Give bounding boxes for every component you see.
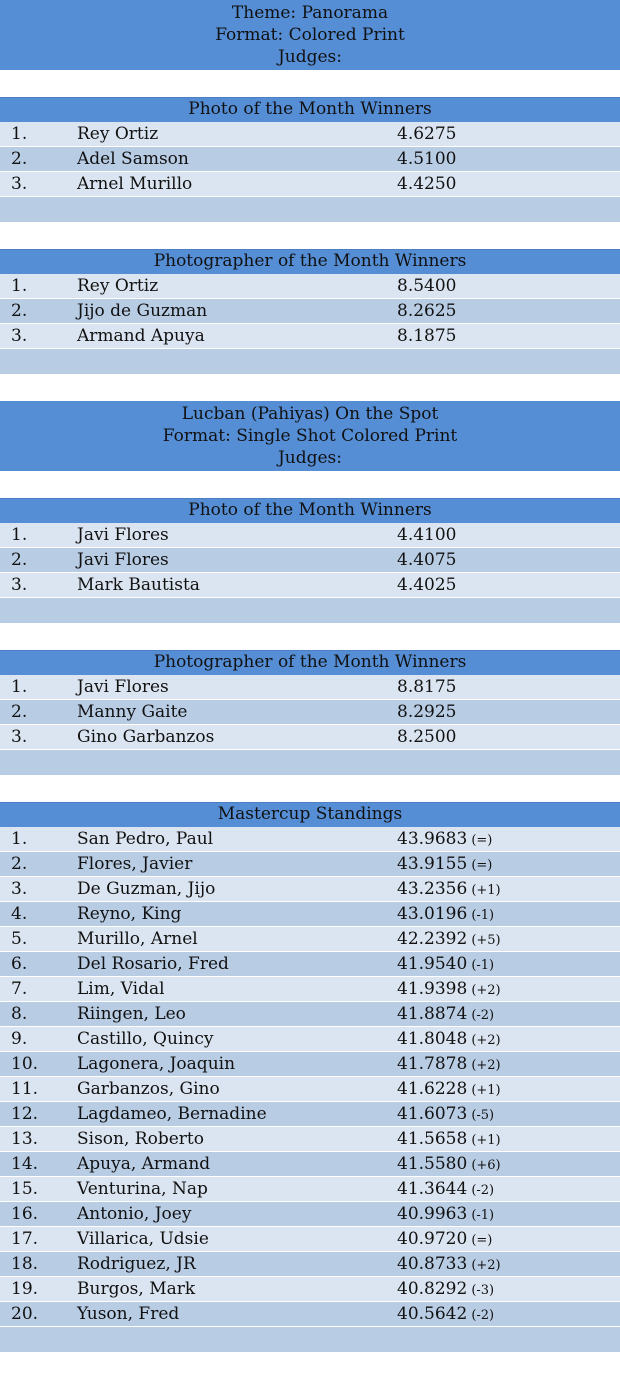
- name: Adel Samson: [77, 149, 189, 169]
- mastercup-row: [0, 977, 620, 1002]
- photo-winners-title: Photo of the Month Winners: [0, 498, 620, 523]
- score-cell: [397, 675, 456, 700]
- theme-header-line: Lucban (Pahiyas) On the Spot: [181, 404, 439, 424]
- name: Burgos, Mark: [77, 1279, 196, 1299]
- score: 8.2925: [397, 702, 457, 722]
- mastercup-row: [0, 1227, 620, 1252]
- photographer-winners-row: [0, 324, 620, 349]
- name: Villarica, Udsie: [77, 1229, 209, 1249]
- rank: 1.: [11, 829, 28, 849]
- rank: 3.: [11, 174, 28, 194]
- name: Arnel Murillo: [77, 174, 193, 194]
- photographer-winners-title: Photographer of the Month Winners: [0, 650, 620, 675]
- photographer-winners-row: [0, 299, 620, 324]
- mastercup-row: [0, 1177, 620, 1202]
- name: Castillo, Quincy: [77, 1029, 214, 1049]
- name: Murillo, Arnel: [77, 929, 198, 949]
- rank-change: (-1): [471, 1208, 495, 1223]
- score-cell: [397, 1227, 492, 1253]
- rank: 3.: [11, 879, 28, 899]
- name: Lagdameo, Bernadine: [77, 1104, 267, 1124]
- rank: 16.: [11, 1204, 39, 1224]
- name: Apuya, Armand: [77, 1154, 211, 1174]
- score-cell: [397, 725, 456, 750]
- score: 40.5642: [397, 1304, 468, 1324]
- mastercup-row: [0, 1252, 620, 1277]
- score: 43.0196: [397, 904, 468, 924]
- name: Armand Apuya: [77, 326, 205, 346]
- score-cell: [397, 1202, 494, 1228]
- score-cell: [397, 523, 456, 548]
- rank-change: (-1): [471, 908, 495, 923]
- score: 4.4075: [397, 550, 457, 570]
- score-cell: [397, 274, 456, 299]
- score-cell: [397, 1002, 494, 1028]
- mastercup-row: [0, 1302, 620, 1327]
- theme-header-line: Judges:: [277, 47, 343, 67]
- name: Javi Flores: [77, 525, 169, 545]
- photographer-winners-row: [0, 700, 620, 725]
- score: 4.5100: [397, 149, 457, 169]
- rank-change: (+2): [471, 1033, 501, 1048]
- rank: 3.: [11, 727, 28, 747]
- rank: 19.: [11, 1279, 39, 1299]
- score: 40.8292: [397, 1279, 468, 1299]
- score-cell: [397, 1252, 501, 1278]
- score: 42.2392: [397, 929, 468, 949]
- score-cell: [397, 927, 501, 953]
- score: 41.6073: [397, 1104, 468, 1124]
- rank-change: (+2): [471, 983, 501, 998]
- rank-change: (+1): [471, 883, 501, 898]
- photographer-winners-title: Photographer of the Month Winners: [0, 249, 620, 274]
- rank: 2.: [11, 550, 28, 570]
- theme-header-line: Theme: Panorama: [231, 3, 389, 23]
- name: Rodriguez, JR: [77, 1254, 196, 1274]
- rank: 3.: [11, 575, 28, 595]
- score-cell: [397, 827, 492, 853]
- name: Sison, Roberto: [77, 1129, 204, 1149]
- photographer-winners-row: [0, 725, 620, 750]
- score: 8.5400: [397, 276, 457, 296]
- score-cell: [397, 1127, 501, 1153]
- mastercup-row: [0, 1127, 620, 1152]
- score-cell: [397, 1027, 501, 1053]
- score-cell: [397, 977, 501, 1003]
- rank: 9.: [11, 1029, 28, 1049]
- rank: 1.: [11, 276, 28, 296]
- rank-change: (-2): [471, 1008, 495, 1023]
- rank-change: (-2): [471, 1308, 495, 1323]
- section-gap: [0, 374, 620, 401]
- rank: 14.: [11, 1154, 39, 1174]
- photo-winners-row: [0, 122, 620, 147]
- mastercup-row: [0, 852, 620, 877]
- name: Flores, Javier: [77, 854, 193, 874]
- photographer-winners-footer-row: [0, 349, 620, 374]
- mastercup-row: [0, 1002, 620, 1027]
- score: 41.3644: [397, 1179, 468, 1199]
- mastercup-title: Mastercup Standings: [0, 802, 620, 827]
- score: 43.9683: [397, 829, 468, 849]
- name: Manny Gaite: [77, 702, 188, 722]
- photographer-winners-row: [0, 274, 620, 299]
- section-gap: [0, 70, 620, 97]
- score-cell: [397, 1177, 494, 1203]
- rank: 15.: [11, 1179, 39, 1199]
- rank: 8.: [11, 1004, 28, 1024]
- rank-change: (-5): [471, 1108, 495, 1123]
- score-cell: [397, 877, 501, 903]
- name: Venturina, Nap: [77, 1179, 208, 1199]
- mastercup-row: [0, 1102, 620, 1127]
- mastercup-row: [0, 1152, 620, 1177]
- mastercup-footer-row: [0, 1327, 620, 1352]
- score-cell: [397, 299, 456, 324]
- score: 4.6275: [397, 124, 457, 144]
- score: 40.8733: [397, 1254, 468, 1274]
- rank: 2.: [11, 301, 28, 321]
- rank: 3.: [11, 326, 28, 346]
- rank: 4.: [11, 904, 28, 924]
- rank-change: (-3): [471, 1283, 495, 1298]
- score-cell: [397, 1077, 501, 1103]
- rank: 2.: [11, 149, 28, 169]
- score: 8.2500: [397, 727, 457, 747]
- name: Javi Flores: [77, 677, 169, 697]
- rank: 17.: [11, 1229, 39, 1249]
- mastercup-row: [0, 1027, 620, 1052]
- rank: 20.: [11, 1304, 39, 1324]
- score-cell: [397, 952, 494, 978]
- photo-winners-footer-row: [0, 598, 620, 623]
- photo-winners-footer-row: [0, 197, 620, 222]
- score: 8.1875: [397, 326, 457, 346]
- name: Lagonera, Joaquin: [77, 1054, 236, 1074]
- score: 41.8048: [397, 1029, 468, 1049]
- score-cell: [397, 852, 492, 878]
- rank-change: (+6): [471, 1158, 501, 1173]
- score: 8.8175: [397, 677, 457, 697]
- theme-header-line: Format: Colored Print: [215, 25, 405, 45]
- mastercup-row: [0, 952, 620, 977]
- name: Riingen, Leo: [77, 1004, 186, 1024]
- name: Antonio, Joey: [77, 1204, 192, 1224]
- section-gap: [0, 623, 620, 650]
- rank-change: (+1): [471, 1083, 501, 1098]
- photo-winners-row: [0, 573, 620, 598]
- score: 41.5580: [397, 1154, 468, 1174]
- name: Rey Ortiz: [77, 276, 159, 296]
- name: Javi Flores: [77, 550, 169, 570]
- score-cell: [397, 147, 456, 172]
- photo-winners-row: [0, 147, 620, 172]
- section-gap: [0, 222, 620, 249]
- score: 41.6228: [397, 1079, 468, 1099]
- mastercup-row: [0, 1052, 620, 1077]
- photographer-winners-row: [0, 675, 620, 700]
- name: Del Rosario, Fred: [77, 954, 229, 974]
- section-gap: [0, 775, 620, 802]
- score: 40.9963: [397, 1204, 468, 1224]
- score-cell: [397, 1102, 494, 1128]
- score-cell: [397, 1152, 501, 1178]
- score-cell: [397, 172, 456, 197]
- score-cell: [397, 548, 456, 573]
- rank-change: (+2): [471, 1058, 501, 1073]
- rank-change: (-2): [471, 1183, 495, 1198]
- score: 41.5658: [397, 1129, 468, 1149]
- name: Garbanzos, Gino: [77, 1079, 220, 1099]
- name: Mark Bautista: [77, 575, 200, 595]
- score-cell: [397, 324, 456, 349]
- score-cell: [397, 122, 456, 147]
- rank: 6.: [11, 954, 28, 974]
- rank: 1.: [11, 525, 28, 545]
- score: 41.9540: [397, 954, 468, 974]
- score: 4.4025: [397, 575, 457, 595]
- name: Gino Garbanzos: [77, 727, 215, 747]
- rank: 2.: [11, 702, 28, 722]
- photo-winners-row: [0, 523, 620, 548]
- theme-header: [0, 0, 620, 70]
- rank: 5.: [11, 929, 28, 949]
- photographer-winners-footer-row: [0, 750, 620, 775]
- rank: 10.: [11, 1054, 39, 1074]
- mastercup-row: [0, 1077, 620, 1102]
- photo-winners-row: [0, 172, 620, 197]
- name: Yuson, Fred: [77, 1304, 180, 1324]
- rank-change: (=): [471, 1233, 493, 1248]
- rank-change: (=): [471, 833, 493, 848]
- score-cell: [397, 902, 494, 928]
- score: 40.9720: [397, 1229, 468, 1249]
- score-cell: [397, 1277, 494, 1303]
- name: Jijo de Guzman: [77, 301, 208, 321]
- rank-change: (+2): [471, 1258, 501, 1273]
- rank-change: (-1): [471, 958, 495, 973]
- name: Rey Ortiz: [77, 124, 159, 144]
- score: 43.9155: [397, 854, 468, 874]
- mastercup-row: [0, 1202, 620, 1227]
- score-cell: [397, 573, 456, 598]
- name: San Pedro, Paul: [77, 829, 214, 849]
- rank: 2.: [11, 854, 28, 874]
- rank-change: (=): [471, 858, 493, 873]
- section-gap: [0, 471, 620, 498]
- rank-change: (+5): [471, 933, 501, 948]
- score: 41.8874: [397, 1004, 468, 1024]
- mastercup-row: [0, 927, 620, 952]
- score: 4.4250: [397, 174, 457, 194]
- theme-header-line: Format: Single Shot Colored Print: [162, 426, 458, 446]
- photo-winners-row: [0, 548, 620, 573]
- mastercup-row: [0, 902, 620, 927]
- mastercup-row: [0, 877, 620, 902]
- score: 41.9398: [397, 979, 468, 999]
- score: 41.7878: [397, 1054, 468, 1074]
- score-cell: [397, 700, 456, 725]
- rank: 12.: [11, 1104, 39, 1124]
- score: 8.2625: [397, 301, 457, 321]
- score-cell: [397, 1052, 501, 1078]
- mastercup-row: [0, 1277, 620, 1302]
- rank: 11.: [11, 1079, 39, 1099]
- rank: 1.: [11, 677, 28, 697]
- rank-change: (+1): [471, 1133, 501, 1148]
- name: Lim, Vidal: [77, 979, 165, 999]
- rank: 1.: [11, 124, 28, 144]
- score-cell: [397, 1302, 494, 1328]
- name: Reyno, King: [77, 904, 182, 924]
- rank: 13.: [11, 1129, 39, 1149]
- mastercup-row: [0, 827, 620, 852]
- score: 4.4100: [397, 525, 457, 545]
- theme-header-line: Judges:: [277, 448, 343, 468]
- photo-winners-title: Photo of the Month Winners: [0, 97, 620, 122]
- theme-header: [0, 401, 620, 471]
- rank: 18.: [11, 1254, 39, 1274]
- rank: 7.: [11, 979, 28, 999]
- name: De Guzman, Jijo: [77, 879, 216, 899]
- score: 43.2356: [397, 879, 468, 899]
